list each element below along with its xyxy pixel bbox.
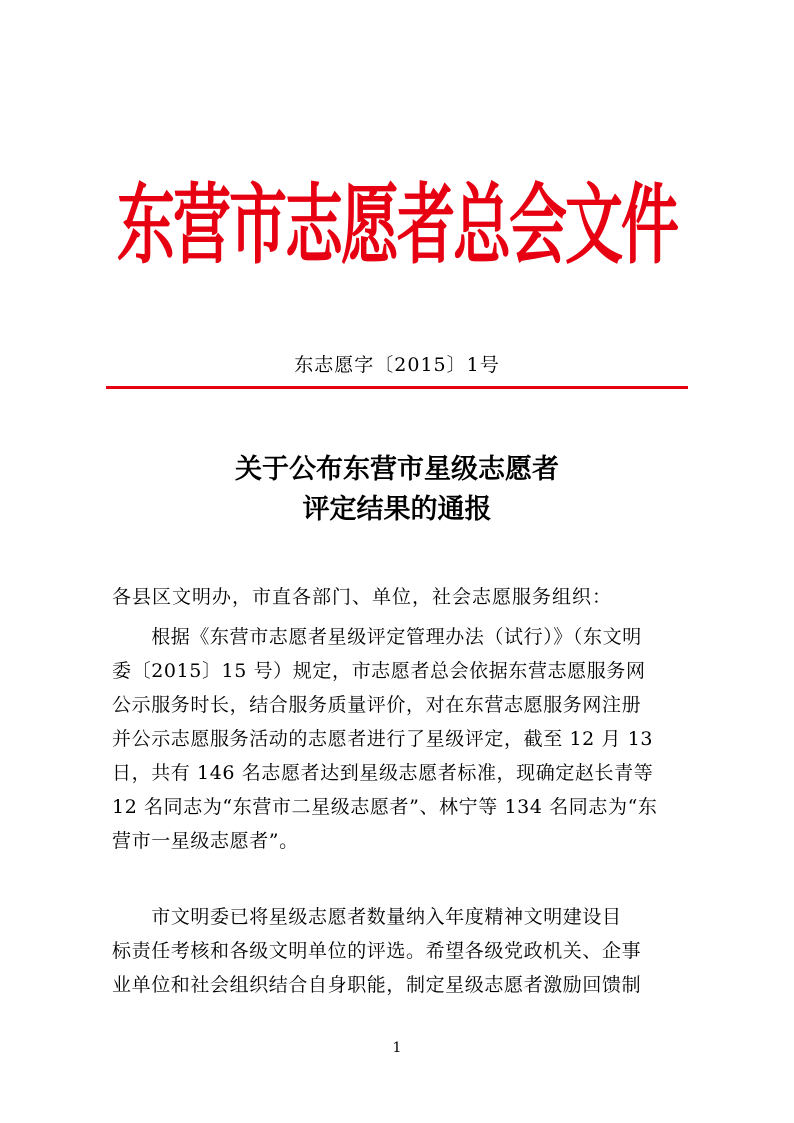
notice-title-line-1: 关于公布东营市星级志愿者 bbox=[235, 454, 559, 485]
paragraph-line: 业单位和社会组织结合自身职能，制定星级志愿者激励回馈制 bbox=[112, 974, 642, 996]
red-divider-line bbox=[106, 386, 688, 389]
paragraph-2 bbox=[112, 900, 688, 1002]
paragraph-line: 市文明委已将星级志愿者数量纳入年度精神文明建设目 bbox=[112, 906, 622, 928]
paragraph-line: 公示服务时长，结合服务质量评价，对在东营志愿服务网注册 bbox=[112, 694, 642, 716]
notice-title bbox=[106, 450, 688, 530]
page-number: 1 bbox=[392, 1040, 402, 1056]
paragraph-line: 日，共有 146 名志愿者达到星级志愿者标准，现确定赵长青等 bbox=[112, 762, 654, 784]
paragraph-line: 并公示志愿服务活动的志愿者进行了星级评定，截至 12 月 13 bbox=[112, 728, 654, 750]
issuer-header-title: 东营市志愿者总会文件 bbox=[116, 174, 677, 276]
paragraph-line: 营市一星级志愿者”。 bbox=[112, 830, 299, 852]
paragraph-line: 标责任考核和各级文明单位的评选。希望各级党政机关、企事 bbox=[112, 940, 642, 962]
paragraph-line: 12 名同志为“东营市二星级志愿者”、林宁等 134 名同志为“东 bbox=[112, 796, 658, 818]
salutation: 各县区文明办，市直各部门、单位，社会志愿服务组织： bbox=[112, 586, 613, 608]
document-number: 东志愿字〔2015〕1号 bbox=[294, 354, 500, 376]
paragraph-1 bbox=[112, 620, 688, 858]
paragraph-line: 委〔2015〕15 号）规定，市志愿者总会依据东营志愿服务网 bbox=[112, 660, 646, 682]
notice-title-line-2: 评定结果的通报 bbox=[302, 494, 492, 525]
paragraph-line: 根据《东营市志愿者星级评定管理办法（试行）》（东文明 bbox=[112, 626, 642, 648]
